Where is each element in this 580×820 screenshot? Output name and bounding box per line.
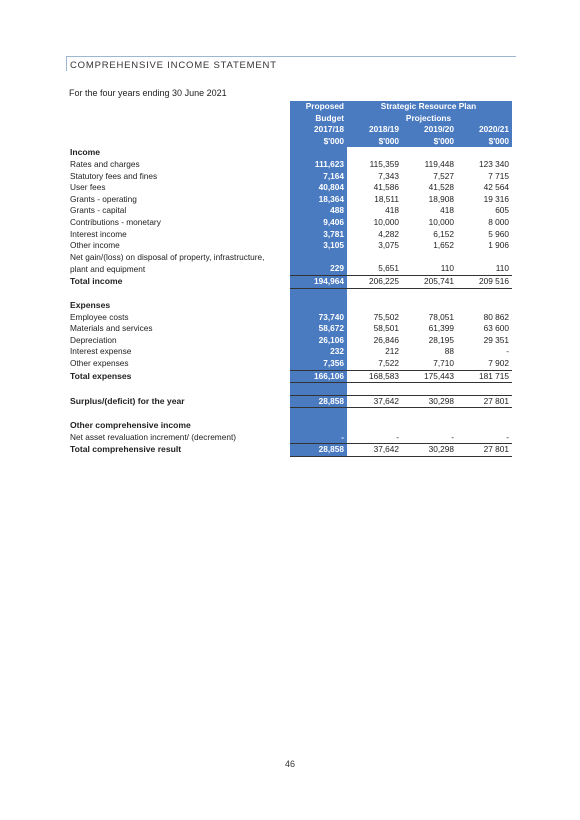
spacer-row: [69, 288, 512, 300]
header-unit: $'000: [290, 136, 347, 148]
projection-value: 168,583: [347, 370, 402, 383]
row-label: Statutory fees and fines: [70, 170, 158, 181]
table-row: [69, 240, 512, 252]
row-label: Employee costs: [70, 311, 129, 322]
row-label: Contributions - monetary: [70, 216, 161, 227]
projection-value: 418: [440, 205, 454, 216]
header-units-row: [69, 136, 512, 148]
statement-subtitle: For the four years ending 30 June 2021: [69, 88, 227, 98]
projection-value: 37,642: [347, 444, 402, 457]
table-row: [69, 323, 512, 335]
projection-value: 41,528: [428, 182, 454, 193]
surplus-row: [69, 395, 512, 408]
projection-value: 19 316: [483, 193, 510, 204]
page-number: 46: [284, 759, 295, 769]
budget-value: 232: [290, 346, 347, 358]
row-label: Depreciation: [70, 334, 117, 345]
projection-value: 61,399: [428, 323, 454, 334]
projection-value: 29 351: [483, 334, 510, 345]
table-row: [69, 312, 512, 324]
projection-value: 115,359: [369, 158, 399, 169]
row-label: Total comprehensive result: [70, 444, 182, 455]
header-unit: $'000: [347, 136, 402, 148]
projection-value: 605: [495, 205, 510, 216]
projection-value: 212: [385, 346, 399, 357]
projection-value: 75,502: [373, 311, 399, 322]
row-label: Other expenses: [70, 358, 129, 369]
projection-value: 7,710: [433, 358, 454, 369]
budget-value: 58,672: [290, 323, 347, 335]
projection-value: 175,443: [402, 370, 457, 383]
row-label: Rates and charges: [70, 158, 140, 169]
projection-value: 7 715: [488, 170, 510, 181]
projection-value: 7,343: [378, 170, 399, 181]
table-row: [69, 194, 512, 206]
total-income-row: [69, 275, 512, 288]
table-row: [69, 335, 512, 347]
header-year: 2017/18: [290, 124, 347, 136]
row-label: Grants - operating: [70, 193, 137, 204]
budget-value: 9,406: [290, 217, 347, 229]
header-years-row: [69, 124, 512, 136]
table-row: [69, 205, 512, 217]
projection-value: 88: [444, 346, 454, 357]
projection-value: 18,908: [428, 193, 454, 204]
header-year: 2019/20: [402, 124, 457, 136]
projection-value: 58,501: [373, 323, 399, 334]
projection-value: 119,448: [424, 158, 454, 169]
projection-value: 37,642: [347, 395, 402, 408]
header-year: 2018/19: [347, 124, 402, 136]
projection-value: -: [506, 431, 510, 442]
row-label: Net gain/(loss) on disposal of property, infrastructure,: [70, 251, 265, 262]
table-row: [69, 432, 512, 444]
projection-value: 3,075: [378, 240, 399, 251]
budget-value: 26,106: [290, 335, 347, 347]
table-row: [69, 229, 512, 241]
row-label: Materials and services: [70, 323, 153, 334]
budget-value: 3,105: [290, 240, 347, 252]
budget-value: 18,364: [290, 194, 347, 206]
row-label: Total expenses: [70, 370, 132, 381]
other-income-heading-row: [69, 420, 512, 432]
row-label: Total income: [70, 275, 123, 286]
projection-value: 27 801: [457, 395, 512, 408]
projection-value: 8 000: [488, 216, 510, 227]
header-row-1: [69, 101, 512, 113]
table-row: [69, 182, 512, 194]
projection-value: -: [506, 346, 510, 357]
header-year: 2020/21: [457, 124, 512, 136]
budget-value: 28,858: [290, 395, 347, 408]
income-statement-table: [69, 101, 512, 457]
budget-value: 40,804: [290, 182, 347, 194]
header-unit: $'000: [457, 136, 512, 148]
table-row: [69, 171, 512, 183]
row-label: User fees: [70, 182, 106, 193]
row-label: Interest income: [70, 228, 127, 239]
header-budget: Budget: [290, 113, 347, 125]
projection-value: 418: [385, 205, 399, 216]
header-projections: Projections: [347, 113, 512, 125]
projection-value: 5,651: [378, 263, 399, 274]
projection-value: 42 564: [483, 182, 510, 193]
section-title: COMPREHENSIVE INCOME STATEMENT: [66, 56, 516, 71]
projection-value: 110: [440, 263, 454, 274]
projection-value: 28,195: [428, 334, 454, 345]
row-label: Grants - capital: [70, 205, 127, 216]
spacer-row: [69, 383, 512, 396]
budget-value: 7,164: [290, 171, 347, 183]
projection-value: 1,652: [433, 240, 454, 251]
budget-value: 28,858: [290, 444, 347, 457]
income-heading: Income: [70, 147, 101, 158]
budget-value: 488: [290, 205, 347, 217]
row-label: Net asset revaluation increment/ (decrement): [70, 431, 237, 442]
projection-value: 78,051: [428, 311, 454, 322]
projection-value: 26,846: [373, 334, 399, 345]
table-row: [69, 159, 512, 171]
projection-value: 110: [495, 263, 510, 274]
table-row: [69, 217, 512, 229]
budget-value: 229: [290, 263, 347, 275]
projection-value: 10,000: [428, 216, 454, 227]
budget-value: 111,623: [290, 159, 347, 171]
projection-value: 1 906: [488, 240, 510, 251]
projection-value: 123 340: [479, 158, 510, 169]
total-expenses-row: [69, 370, 512, 383]
projection-value: 205,741: [402, 275, 457, 288]
header-strategic-resource-plan: Strategic Resource Plan: [347, 101, 512, 113]
projection-value: 80 862: [483, 311, 510, 322]
budget-value: 166,106: [290, 370, 347, 383]
projection-value: 30,298: [402, 444, 457, 457]
projection-value: 6,152: [433, 228, 454, 239]
header-unit: $'000: [402, 136, 457, 148]
spacer-row: [69, 408, 512, 420]
income-heading-row: [69, 147, 512, 159]
header-proposed: Proposed: [290, 101, 347, 113]
projection-value: 30,298: [402, 395, 457, 408]
other-income-heading: Other comprehensive income: [70, 420, 191, 431]
projection-value: 5 960: [488, 228, 510, 239]
budget-value: 194,964: [290, 275, 347, 288]
header-row-2: [69, 113, 512, 125]
projection-value: 10,000: [373, 216, 399, 227]
projection-value: 209 516: [457, 275, 512, 288]
table-row: [69, 263, 512, 275]
projection-value: -: [451, 431, 454, 442]
row-label: Interest expense: [70, 346, 132, 357]
total-comprehensive-result-row: [69, 444, 512, 457]
projection-value: 27 801: [457, 444, 512, 457]
projection-value: 181 715: [457, 370, 512, 383]
budget-value: 73,740: [290, 312, 347, 324]
projection-value: 7 902: [488, 358, 510, 369]
projection-value: 7,522: [378, 358, 399, 369]
projection-value: 41,586: [373, 182, 399, 193]
projection-value: 4,282: [378, 228, 399, 239]
table-row: [69, 358, 512, 370]
row-label: plant and equipment: [70, 263, 146, 274]
expenses-heading-row: [69, 300, 512, 312]
row-label: Surplus/(deficit) for the year: [70, 395, 185, 406]
projection-value: 7,527: [433, 170, 454, 181]
budget-value: 7,356: [290, 358, 347, 370]
budget-value: 3,781: [290, 229, 347, 241]
budget-value: -: [290, 432, 347, 444]
projection-value: -: [396, 431, 399, 442]
projection-value: 18,511: [374, 193, 399, 204]
projection-value: 63 600: [483, 323, 510, 334]
table-row: [69, 252, 512, 264]
expenses-heading: Expenses: [70, 300, 111, 311]
table-row: [69, 346, 512, 358]
row-label: Other income: [70, 240, 120, 251]
projection-value: 206,225: [347, 275, 402, 288]
